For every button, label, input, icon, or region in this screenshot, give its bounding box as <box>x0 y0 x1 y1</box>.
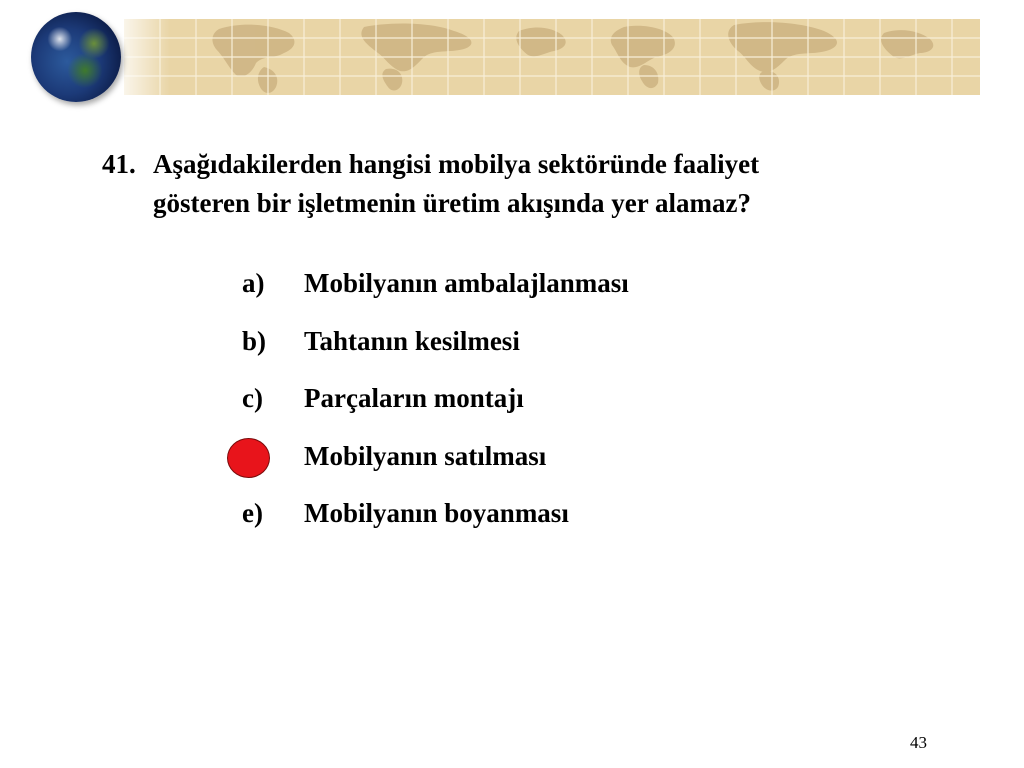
answer-marker-circle <box>227 438 270 478</box>
globe-icon <box>31 12 121 102</box>
options-list <box>242 262 962 550</box>
page-number: 43 <box>910 733 927 752</box>
option-text: Parçaların montajı <box>304 383 524 413</box>
question-text-line-1: Aşağıdakilerden hangisi mobilya sektöründe faaliyet <box>153 149 760 179</box>
question-line-1 <box>102 145 942 184</box>
world-map-graphic <box>124 19 980 95</box>
question-text-line-2: gösteren bir işletmenin üretim akışında yer alamaz? <box>153 188 751 218</box>
option-letter: b) <box>242 325 267 356</box>
option-text: Mobilyanın ambalajlanması <box>304 268 629 298</box>
option-a[interactable] <box>242 262 962 320</box>
option-letter: e) <box>242 498 263 528</box>
option-c[interactable] <box>242 377 962 435</box>
option-text: Mobilyanın satılması <box>304 440 547 471</box>
question <box>102 145 942 223</box>
option-e[interactable] <box>242 492 962 550</box>
option-text: Mobilyanın boyanması <box>304 498 569 528</box>
option-d[interactable] <box>242 435 962 493</box>
option-text: Tahtanın kesilmesi <box>304 325 520 356</box>
option-letter: a) <box>242 268 265 298</box>
question-number: 41. <box>102 149 136 179</box>
option-b[interactable] <box>242 320 962 378</box>
world-map-banner <box>124 19 980 95</box>
option-letter: c) <box>242 383 263 413</box>
